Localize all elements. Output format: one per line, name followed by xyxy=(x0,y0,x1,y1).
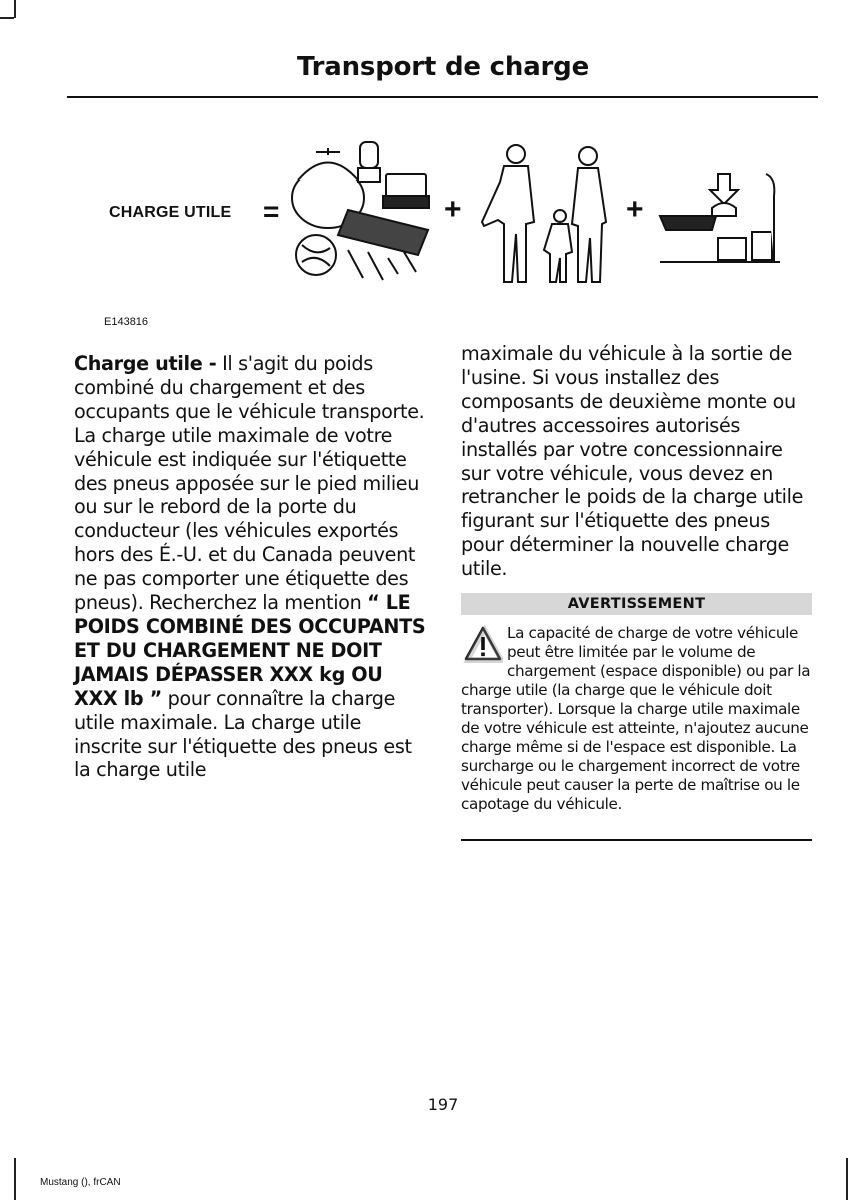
page-title: Transport de charge xyxy=(296,52,590,82)
passengers-icon xyxy=(480,142,620,288)
crop-mark xyxy=(0,17,14,19)
paragraph-text: pour connaître la charge utile maximale. La charge utile inscrite sur l'étiquette des pneus est la charge utile xyxy=(74,686,412,782)
page-number: 197 xyxy=(427,1095,459,1114)
cargo-icon xyxy=(288,140,438,290)
warning-divider xyxy=(461,839,812,841)
body-column-right xyxy=(461,342,813,581)
term-bold: Charge utile - xyxy=(74,352,217,375)
figure-code: E143816 xyxy=(104,316,149,328)
warning-text: La capacité de charge de votre véhicule peut être limitée par le volume de chargement (espace disponible) ou par la charge utile (la charge que le véhicule doit transporter). Lorsque la charge utile maximale de votre véhicule est atteinte, n'ajoutez aucune charge même si de l'espace est disponible. La surcharge ou le chargement incorrect de votre véhicule peut causer la perte de maîtrise ou le capotage du véhicule. xyxy=(461,624,811,813)
crop-mark xyxy=(14,1158,16,1200)
equals-sign: = xyxy=(263,196,280,227)
paragraph-text: Il s'agit du poids combiné du chargement et des occupants que le véhicule transporte. La charge utile maximale de votre véhicule est indiquée sur l'étiquette des pneus apposée sur le pied milieu ou sur le rebord de la porte du conducteur (les véhicules exportés hors des É.-U. et du Canada peuvent ne pas comporter une étiquette des pneus). Recherchez la mention xyxy=(74,352,425,615)
payload-illustration xyxy=(100,140,790,290)
warning-body xyxy=(461,624,813,814)
footer-text: Mustang (), frCAN xyxy=(40,1177,121,1188)
warning-triangle-icon xyxy=(463,625,503,663)
tongue-load-icon xyxy=(656,168,786,268)
plus-sign: + xyxy=(626,193,644,226)
header-divider xyxy=(67,96,818,98)
figure-label: CHARGE UTILE xyxy=(109,204,232,221)
warning-heading: AVERTISSEMENT xyxy=(461,593,812,615)
plus-sign: + xyxy=(444,193,462,226)
crop-mark xyxy=(14,0,16,18)
label-mention: “ LE POIDS COMBINÉ DES OCCUPANTS ET DU CHARGEMENT NE DOIT JAMAIS DÉPASSER XXX kg OU XXX lb ” xyxy=(74,591,426,710)
body-column-left xyxy=(74,352,430,782)
crop-mark xyxy=(846,1158,848,1200)
paragraph-text: maximale du véhicule à la sortie de l'usine. Si vous installez des composants de deuxième monte ou d'autres accessoires autorisés installés par votre concessionnaire sur votre véhicule, vous devez en retrancher le poids de la charge utile figurant sur l'étiquette des pneus pour déterminer la nouvelle charge utile. xyxy=(461,342,804,581)
